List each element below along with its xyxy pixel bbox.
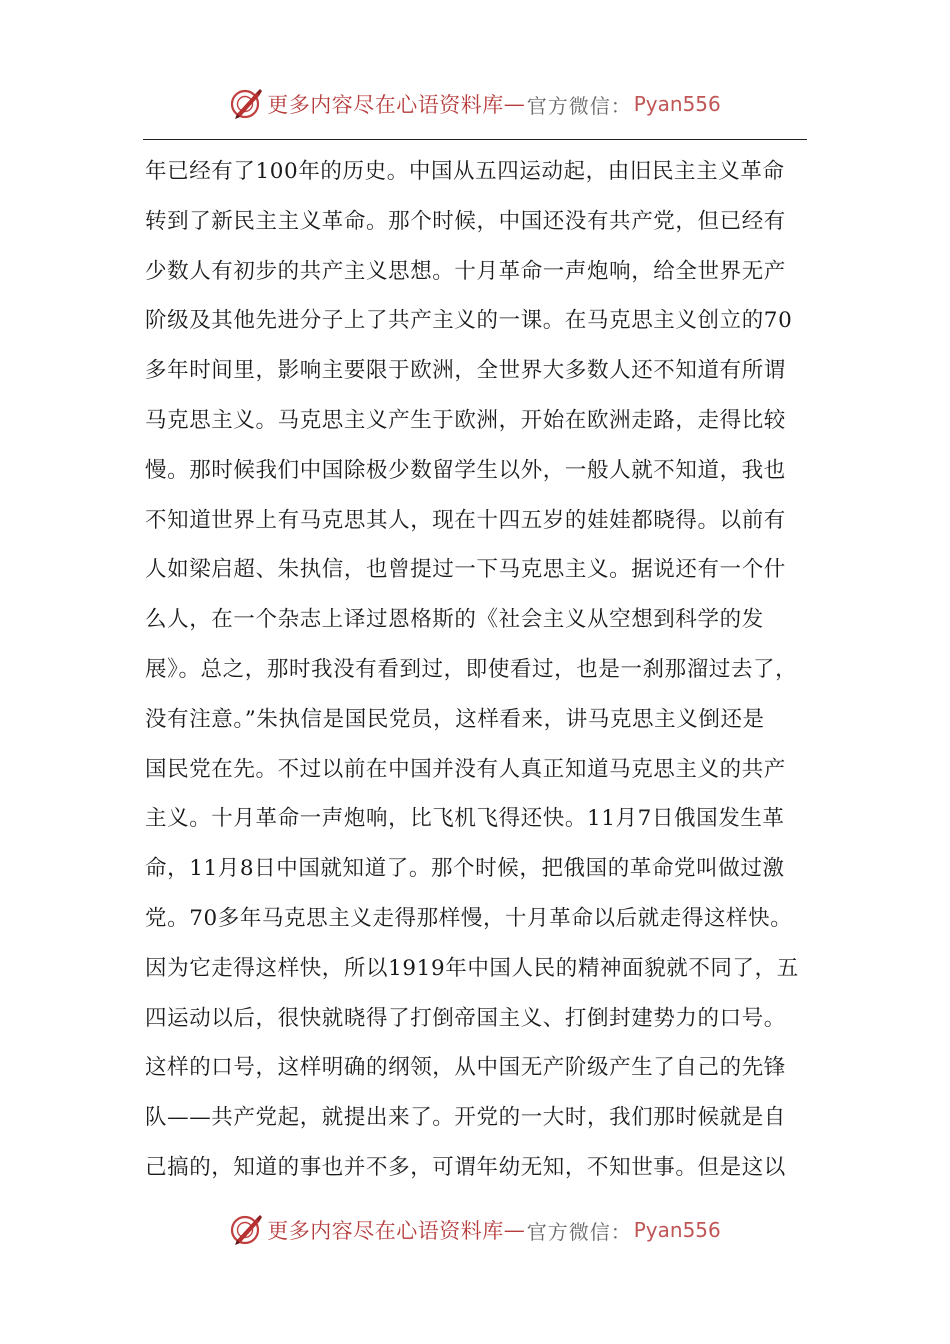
footer-separator: — — [503, 1218, 525, 1242]
text-line: 因为它走得这样快，所以1919年中国人民的精神面貌就不同了，五 — [145, 955, 799, 981]
text-line: 队——共产党起，就提出来了。开党的一大时，我们那时候就是自 — [145, 1105, 786, 1131]
text-line: 不知道世界上有马克思其人，现在十四五岁的娃娃都晓得。以前有 — [145, 507, 786, 533]
text-line: 阶级及其他先进分子上了共产主义的一课。在马克思主义创立的70 — [145, 308, 793, 334]
text-line: 己搞的，知道的事也并不多，可谓年幼无知，不知世事。但是这以 — [145, 1154, 786, 1180]
text-line: 命，11月8日中国就知道了。那个时候，把俄国的革命党叫做过激 — [145, 856, 785, 882]
text-line: 主义。十月革命一声炮响，比飞机飞得还快。11月7日俄国发生革 — [145, 806, 785, 832]
text-line: 四运动以后，很快就晓得了打倒帝国主义、打倒封建势力的口号。 — [145, 1005, 786, 1031]
pen-logo-icon — [229, 1213, 263, 1247]
header-promo-text: 更多内容尽在心语资料库 — [267, 93, 504, 117]
text-line: 展》。总之，那时我没有看到过，即使看过，也是一刹那溜过去了， — [145, 656, 798, 682]
pen-logo-icon — [229, 87, 263, 121]
text-line: 马克思主义。马克思主义产生于欧洲，开始在欧洲走路，走得比较 — [145, 407, 786, 433]
text-line: 没有注意。”朱执信是国民党员，这样看来，讲马克思主义倒还是 — [145, 706, 765, 732]
text-line: 年已经有了100年的历史。中国从五四运动起，由旧民主主义革命 — [145, 159, 785, 184]
footer-banner — [0, 1210, 950, 1250]
header-wechat-label: 官方微信： — [526, 93, 632, 118]
text-line: 党。70多年马克思主义走得那样慢，十月革命以后就走得这样快。 — [145, 905, 793, 931]
footer-wechat-label: 官方微信： — [526, 1219, 632, 1244]
text-line: 这样的口号，这样明确的纲领，从中国无产阶级产生了自己的先锋 — [145, 1055, 786, 1081]
footer-promo-text: 更多内容尽在心语资料库 — [267, 1219, 504, 1243]
header-separator: — — [503, 92, 525, 116]
header-divider — [143, 139, 807, 140]
header-banner — [0, 84, 950, 124]
text-line: 人如梁启超、朱执信，也曾提过一下马克思主义。据说还有一个什 — [145, 557, 786, 583]
text-line: 少数人有初步的共产主义思想。十月革命一声炮响，给全世界无产 — [145, 258, 786, 284]
text-line: 国民党在先。不过以前在中国并没有人真正知道马克思主义的共产 — [145, 756, 786, 782]
text-line: 多年时间里，影响主要限于欧洲，全世界大多数人还不知道有所谓 — [145, 358, 786, 384]
text-line: 慢。那时候我们中国除极少数留学生以外，一般人就不知道，我也 — [145, 457, 786, 483]
document-body — [145, 152, 810, 1198]
footer-wechat-id: Pyan556 — [633, 1218, 721, 1242]
text-line: 么人，在一个杂志上译过恩格斯的《社会主义从空想到科学的发 — [145, 607, 764, 633]
header-wechat-id: Pyan556 — [633, 92, 721, 116]
text-line: 转到了新民主主义革命。那个时候，中国还没有共产党，但已经有 — [145, 208, 786, 234]
